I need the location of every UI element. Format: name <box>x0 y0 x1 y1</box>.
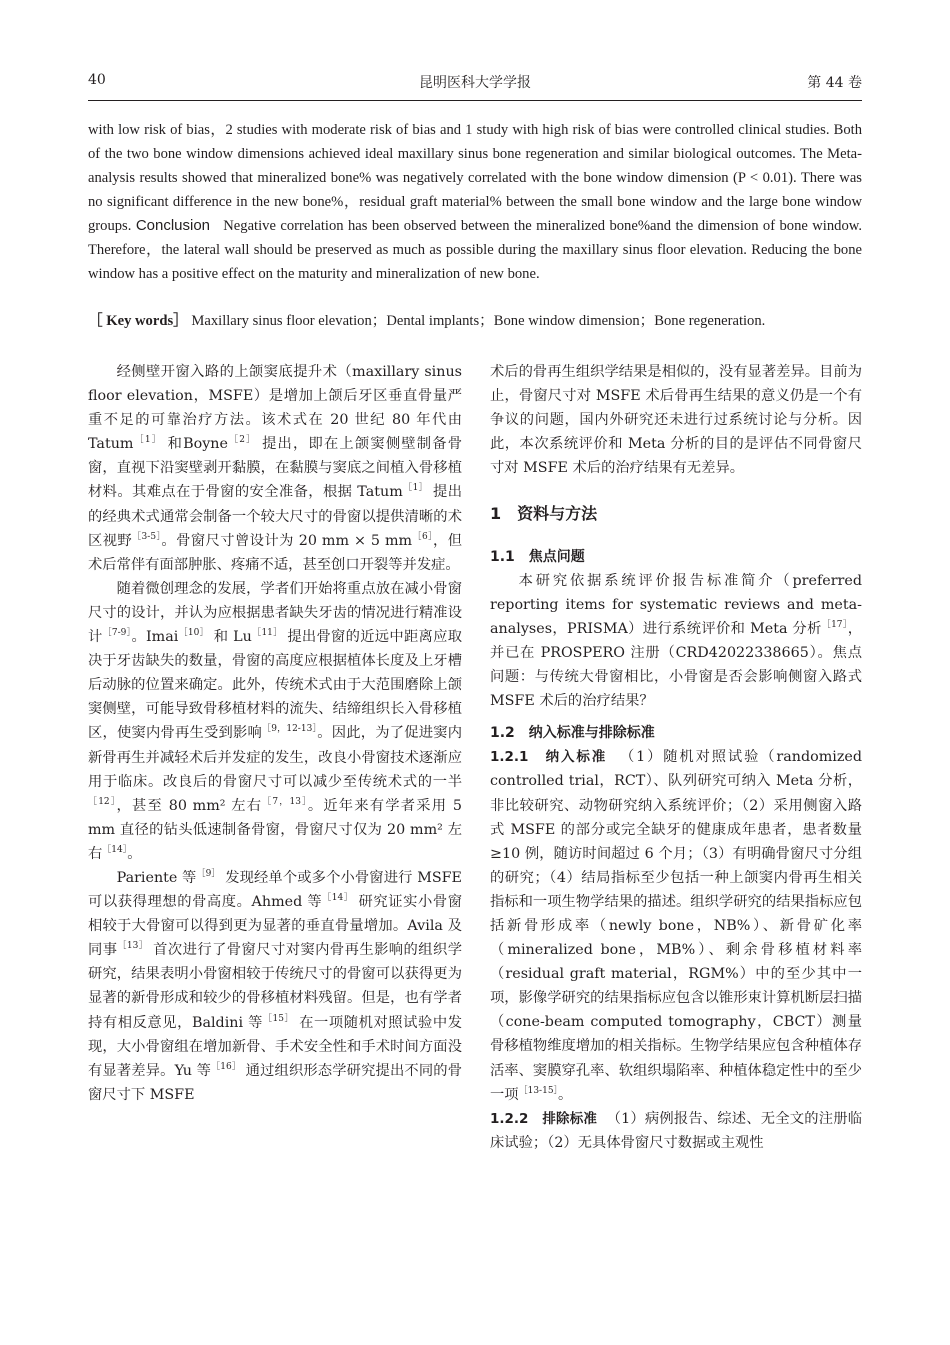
citation: ［10］ <box>178 628 209 639</box>
abstract-text: with low risk of bias，2 studies with moderate risk of bias and 1 study with high risk of bias were controlled clinical studies. Both of the two bone window dimensions achieved ideal maxillary sinus bone regeneration and similar biological outcomes. The Meta-analysis results showed that mineralized bone% was negatively correlated with the bone window dimension (P < 0.01). There was no significant difference in the new bone%，residual graft material% between the small bone window and the large bone window groups. Conclusion Negative correlation has been observed between the mineralized bone%and the dimension of bone window. Therefore，the lateral wall should be preserved as much as possible during the maxillary sinus floor elevation. Reducing the bone window has a positive effect on the maturity and mineralization of new bone. <box>88 122 862 282</box>
citation: ［7-9］ <box>102 628 132 639</box>
section-heading: 1 资料与方法 <box>490 504 598 524</box>
keywords-label: ［ Key words］ <box>88 313 188 329</box>
citation: ［12］ <box>88 796 117 807</box>
conclusion-text: Negative correlation has been observed between the mineralized bone%and the dimension of bone window. Therefore，the lateral wall should be preserved as much as possible during the maxillary sinus floor elevation. Reducing the bone window has a positive effect on the maturity and mineralization of new bone. <box>88 218 862 282</box>
citation: ［6］ <box>412 531 433 542</box>
subsubsection-heading: 1.2.1 纳入标准 <box>490 749 608 766</box>
conclusion-label: Conclusion <box>135 217 211 234</box>
citation: ［13-15］ <box>518 1085 559 1096</box>
english-abstract <box>88 118 862 286</box>
paragraph: Pariente 等$^{[9]}$ 发现经单个或多个小骨窗进行 MSFE 可以获得理想的骨高度。Ahmed 等$^{[14]}$ 研究证实小骨窗相较于大骨窗可以得到更为显著的垂直骨量增加。Avila 及同事$^{[13]}$ 首次进行了骨窗尺寸对窦内骨再生影响的组织学研究，结果表明小骨窗相较于传统尺寸的骨窗可以获得更为显著的新骨形成和较少的骨移植材料残留。但是，也有学者持有相反意见，Baldini 等$^{[15]}$ 在一项随机对照试验中发现，大小骨窗组在增加新骨、手术安全性和手术时间方面没有显著差异。Yu 等$^{[16]}$ 通过组织形态学研究提出不同的骨窗尺寸下 MSFE <box>88 869 463 1103</box>
left-column <box>88 360 462 1107</box>
citation: ［17］ <box>821 620 848 631</box>
running-header <box>88 72 862 94</box>
keywords-text: Maxillary sinus floor elevation；Dental implants；Bone window dimension；Bone regeneration. <box>191 313 766 329</box>
journal-title: 昆明医科大学学报 <box>419 75 531 91</box>
paragraph: 1.2.1 纳入标准 （1）随机对照试验（randomized controlled trial，RCT）、队列研究可纳入 Meta 分析，非比较研究、动物研究纳入系统评价；（2）采用侧窗入路式 MSFE 的部分或完全缺牙的健康成年患者，患者数量≥10 例，随访时间超过 6 个月；（3）有明确骨窗尺寸分组的研究；（4）结局指标至少包括一种上颌窦内骨再生相关指标和一项生物学结果的描述。组织学研究的结果指标应包括新骨形成率（newly bone，NB%）、新骨矿化率（mineralized bone，MB%）、剩余骨移植材料率（residual graft material，RGM%）中的至少其中一项，影像学研究的结果指标应包含以锥形束计算机断层扫描（cone-beam computed tomography，CBCT）测量骨移植物维度增加的相关指标。生物学结果应包含种植体存活率、窦膜穿孔率、软组织塌陷率、种植体稳定性中的至少一项$^{[13-15]}$。 <box>490 749 862 1103</box>
citation: ［13］ <box>117 941 149 952</box>
paragraph: 经侧壁开窗入路的上颌窦底提升术（maxillary sinus floor elevation，MSFE）是增加上颌后牙区垂直骨量严重不足的可靠治疗方法。该术式在 20 世纪 80 年代由 Tatum$^{[1]}$ 和Boyne$^{[2]}$ 提出，即在上颌窦侧壁制备骨窗，直视下沿窦壁剥开黏膜，在黏膜与窦底之间植入骨移植材料。其难点在于骨窗的安全准备，根据 Tatum$^{[1]}$ 提出的经典术式通常会制备一个较大尺寸的骨窗以提供清晰的术区视野$^{[3-5]}$。骨窗尺寸曾设计为 20 mm × 5 $mm^{[6]}$，但术后常伴有面部肿胀、疼痛不适，甚至创口开裂等并发症。 <box>88 364 463 573</box>
citation: ［7，13］ <box>262 796 308 807</box>
citation: ［16］ <box>211 1061 241 1072</box>
citation: ［1］ <box>402 483 429 494</box>
volume-label: 第 44 卷 <box>807 75 862 91</box>
citation: ［9］ <box>196 869 221 880</box>
header-rule <box>88 100 862 101</box>
citation: ［11］ <box>251 628 283 639</box>
citation: ［2］ <box>227 435 257 446</box>
paragraph: 术后的骨再生组织学结果是相似的，没有显著差异。目前为止，骨窗尺寸对 MSFE 术后骨再生结果的意义仍是一个有争议的问题，国内外研究还未进行过系统讨论与分析。因此，本次系统评价和 Meta 分析的目的是评估不同骨窗尺寸对 MSFE 术后的治疗结果有无差异。 <box>490 364 862 477</box>
keywords <box>88 310 862 332</box>
paragraph: 1.2.2 排除标准 （1）病例报告、综述、无全文的注册临床试验；（2）无具体骨窗尺寸数据或主观性 <box>490 1110 862 1151</box>
page-number: 40 <box>88 72 106 88</box>
citation: ［3-5］ <box>132 531 162 542</box>
paragraph: 随着微创理念的发展，学者们开始将重点放在减小骨窗尺寸的设计，并认为应根据患者缺失牙齿的情况进行精准设计$^{[7-9]}$。Imai$^{[10]}$ 和 $Lu^{[11]}$ 提出骨窗的近远中距离应取决于牙齿缺失的数量，骨窗的高度应根据植体长度及上牙槽后动脉的位置来确定。此外，传统术式由于大范围磨除上颌窦侧壁，可能导致骨移植材料的流失、结缔组织长入骨移植区，使窦内骨再生受到影响$^{[9,12-13]}$。因此，为了促进窦内新骨再生并减轻术后并发症的发生，改良小骨窗技术逐渐应用于临床。改良后的骨窗尺寸可以减少至传统术式的一半$^{[12]}$，甚至 80 mm² 左右$^{[7,13]}$。近年来有学者采用 5 mm 直径的钻头低速制备骨窗，骨窗尺寸仅为 20 mm² 左右$^{[14]}$。 <box>88 580 463 862</box>
subsubsection-heading: 1.2.2 排除标准 <box>490 1110 598 1127</box>
subsection-heading: 1.1 焦点问题 <box>490 548 585 565</box>
right-column <box>490 360 862 1155</box>
citation: ［14］ <box>322 893 354 904</box>
citation: ［15］ <box>263 1013 295 1024</box>
paragraph: 本研究依据系统评价报告标准简介（preferred reporting items for systematic reviews and meta-analyses，PRISMA）进行系统评价和 Meta 分析$^{[17]}$，并已在 PROSPERO 注册（CRD42022338665）。焦点问题：与传统大骨窗相比，小骨窗是否会影响侧窗入路式 MSFE 术后的治疗结果？ <box>490 572 862 710</box>
citation: ［9，12-13］ <box>262 724 318 735</box>
subsection-heading: 1.2 纳入标准与排除标准 <box>490 725 655 742</box>
citation: ［1］ <box>133 435 162 446</box>
citation: ［14］ <box>102 845 128 856</box>
